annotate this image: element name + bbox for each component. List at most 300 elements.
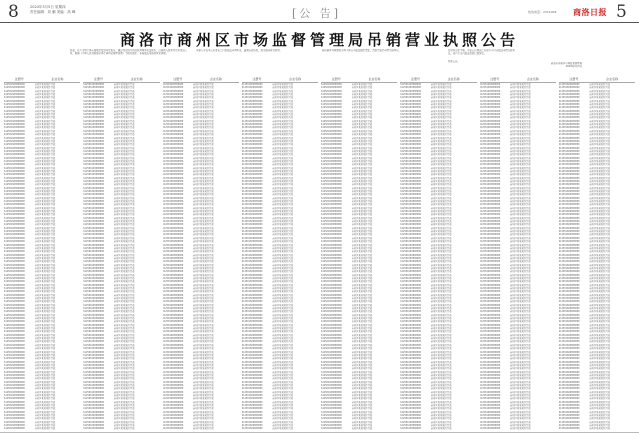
row-code: 612501600000000 [400,270,421,274]
row-code: 612501600000000 [479,143,501,147]
row-code: 612501600000000 [83,333,104,337]
row-code: 612501600000000 [321,253,342,257]
row-code: 612501600000000 [321,320,342,324]
row-code: 612501600000000 [4,240,25,244]
row-name: 商州区某某某经营部 [430,323,452,327]
row-name: 商州区某某某经营部 [34,153,56,157]
row-code: 612501600000000 [241,93,263,97]
row-code: 612501600000000 [162,173,184,177]
row-name: 商州区某某某经营部 [113,176,135,180]
row-code: 612501600000000 [4,360,25,364]
row-code: 612501600000000 [400,353,421,357]
row-code: 612501600000000 [241,129,263,133]
row-name: 商州区某某某经营部 [113,390,135,394]
row-name: 商州区某某某经营部 [193,404,214,407]
row-name: 商州区某某某经营部 [34,183,56,187]
row-code: 612501600000000 [83,390,104,394]
row-code: 612501600000000 [83,200,104,204]
row-name: 商州区某某某经营部 [351,103,373,107]
row-name: 商州区某某某经营部 [510,136,531,140]
row-name: 商州区某某某经营部 [351,337,373,341]
row-code: 612501600000000 [479,253,501,257]
row-name: 商州区某某某经营部 [193,290,214,294]
row-code: 612501600000000 [4,163,25,167]
row-name: 商州区某某某经营部 [430,297,452,300]
row-code: 612501600000000 [400,317,421,321]
row-name: 商州区某某某经营部 [430,270,452,274]
row-code: 612501600000000 [241,414,263,418]
row-name: 商州区某某某经营部 [430,153,452,157]
row-name: 商州区某某某经营部 [351,276,373,280]
row-name: 商州区某某某经营部 [272,129,293,133]
row-name: 商州区某某某经营部 [272,99,293,103]
row-code: 612501600000000 [558,136,580,140]
row-code: 612501600000000 [4,357,25,361]
row-name: 商州区某某某经营部 [193,236,214,240]
row-name: 商州区某某某经营部 [351,397,373,401]
row-code: 612501600000000 [479,360,501,364]
row-name: 商州区某某某经营部 [113,290,135,294]
row-code: 612501600000000 [558,86,580,90]
row-code: 612501600000000 [162,420,184,424]
row-name: 商州区某某某经营部 [34,380,56,384]
row-name: 商州区某某某经营部 [113,400,135,404]
row-name: 商州区某某某经营部 [113,139,135,143]
row-name: 商州区某某某经营部 [589,129,610,133]
row-code: 612501600000000 [558,397,580,401]
row-code: 612501600000000 [162,370,184,374]
row-code: 612501600000000 [558,270,580,274]
row-name: 商州区某某某经营部 [351,139,373,143]
row-code: 612501600000000 [558,133,580,137]
row-code: 612501600000000 [83,216,104,220]
row-code: 612501600000000 [479,320,501,324]
row-code: 612501600000000 [321,166,342,170]
row-code: 612501600000000 [4,133,25,137]
table-column [400,76,476,430]
row-name: 商州区某某某经营部 [272,139,293,143]
row-code: 612501600000000 [400,106,421,110]
row-name: 商州区某某某经营部 [34,253,56,257]
row-name: 商州区某某某经营部 [272,414,293,418]
row-code: 612501600000000 [400,360,421,364]
row-name: 商州区某某某经营部 [510,226,531,230]
row-name: 商州区某某某经营部 [113,263,135,267]
row-name: 商州区某某某经营部 [113,363,135,367]
row-code: 612501600000000 [241,103,263,107]
row-code: 612501600000000 [558,186,580,190]
row-code: 612501600000000 [241,146,263,150]
row-code: 612501600000000 [241,123,263,127]
row-code: 612501600000000 [479,393,501,397]
row-code: 612501600000000 [4,113,25,117]
row-name: 商州区某某某经营部 [430,263,452,267]
row-name: 商州区某某某经营部 [589,427,610,430]
row-name: 商州区某某某经营部 [113,303,135,307]
row-code: 612501600000000 [558,313,580,317]
row-code: 612501600000000 [558,183,580,187]
row-code: 612501600000000 [83,113,104,117]
row-name: 商州区某某某经营部 [113,103,135,107]
row-name: 商州区某某某经营部 [193,193,214,197]
row-code: 612501600000000 [400,313,421,317]
row-code: 612501600000000 [83,300,104,304]
row-name: 商州区某某某经营部 [589,89,610,93]
row-name: 商州区某某某经营部 [510,420,531,424]
row-code: 612501600000000 [321,196,342,200]
row-name: 商州区某某某经营部 [193,179,214,183]
row-code: 612501600000000 [400,143,421,147]
row-code: 612501600000000 [162,276,184,280]
row-code: 612501600000000 [241,417,263,421]
row-code: 612501600000000 [241,250,263,254]
row-code: 612501600000000 [321,183,342,187]
row-name: 商州区某某某经营部 [34,310,56,314]
row-code: 612501600000000 [558,427,580,430]
row-name: 商州区某某某经营部 [272,179,293,183]
row-code: 612501600000000 [479,206,501,210]
row-code: 612501600000000 [241,410,263,414]
row-name: 商州区某某某经营部 [34,96,56,100]
row-code: 612501600000000 [4,250,25,254]
row-code: 612501600000000 [400,350,421,354]
row-code: 612501600000000 [241,206,263,210]
row-name: 商州区某某某经营部 [113,420,135,424]
newspaper-logo: 商洛日报 [573,7,607,17]
row-name: 商州区某某某经营部 [34,139,56,143]
row-code: 612501600000000 [558,350,580,354]
row-name: 商州区某某某经营部 [272,190,293,193]
row-code: 612501600000000 [4,414,25,418]
row-name: 商州区某某某经营部 [34,383,56,387]
row-code: 612501600000000 [162,263,184,267]
row-name: 商州区某某某经营部 [113,340,135,344]
row-code: 612501600000000 [4,290,25,294]
row-code: 612501600000000 [479,357,501,361]
row-name: 商州区某某某经营部 [272,427,293,430]
row-code: 612501600000000 [479,196,501,200]
row-name: 商州区某某某经营部 [430,397,452,401]
row-code: 612501600000000 [400,347,421,351]
row-name: 商州区某某某经营部 [430,317,452,321]
row-name: 商州区某某某经营部 [430,410,452,414]
row-code: 612501600000000 [241,377,263,381]
row-code: 612501600000000 [558,337,580,341]
row-code: 612501600000000 [83,226,104,230]
row-code: 612501600000000 [4,153,25,157]
row-name: 商州区某某某经营部 [510,266,531,270]
row-code: 612501600000000 [4,380,25,384]
row-code: 612501600000000 [162,176,184,180]
row-code: 612501600000000 [400,240,421,244]
row-code: 612501600000000 [321,390,342,394]
row-name: 商州区某某某经营部 [272,186,293,190]
row-code: 612501600000000 [558,196,580,200]
row-code: 612501600000000 [400,330,421,334]
row-name: 商州区某某某经营部 [34,420,56,424]
row-code: 612501600000000 [400,123,421,127]
row-name: 商州区某某某经营部 [510,424,531,428]
row-name: 商州区某某某经营部 [272,404,293,407]
row-name: 商州区某某某经营部 [272,347,293,351]
row-code: 612501600000000 [83,307,104,311]
table-column [83,76,159,430]
row-name: 商州区某某某经营部 [589,363,610,367]
row-code: 612501600000000 [321,313,342,317]
row-name: 商州区某某某经营部 [34,250,56,254]
row-name: 商州区某某某经营部 [430,343,452,347]
row-code: 612501600000000 [162,273,184,277]
row-code: 612501600000000 [241,183,263,187]
row-code: 612501600000000 [162,330,184,334]
row-code: 612501600000000 [162,414,184,418]
row-code: 612501600000000 [83,317,104,321]
row-code: 612501600000000 [400,113,421,117]
row-code: 612501600000000 [4,297,25,300]
row-code: 612501600000000 [400,226,421,230]
row-code: 612501600000000 [162,307,184,311]
row-code: 612501600000000 [83,383,104,387]
row-name: 商州区某某某经营部 [510,307,531,311]
row-code: 612501600000000 [162,404,184,407]
row-name: 商州区某某某经营部 [589,357,610,361]
row-name: 商州区某某某经营部 [589,139,610,143]
row-code: 612501600000000 [162,113,184,117]
row-name: 商州区某某某经营部 [430,333,452,337]
row-name: 商州区某某某经营部 [272,327,293,331]
row-code: 612501600000000 [162,159,184,163]
row-code: 612501600000000 [162,286,184,290]
row-code: 612501600000000 [479,153,501,157]
row-code: 612501600000000 [321,340,342,344]
row-code: 612501600000000 [321,424,342,428]
row-name: 商州区某某某经营部 [430,250,452,254]
row-code: 612501600000000 [4,373,25,377]
row-code: 612501600000000 [162,373,184,377]
row-name: 商州区某某某经营部 [510,250,531,254]
row-code: 612501600000000 [400,99,421,103]
row-name: 商州区某某某经营部 [34,146,56,150]
row-code: 612501600000000 [558,236,580,240]
row-name: 商州区某某某经营部 [351,236,373,240]
row-name: 商州区某某某经营部 [589,203,610,207]
row-name: 商州区某某某经营部 [34,323,56,327]
row-name: 商州区某某某经营部 [430,280,452,284]
row-code: 612501600000000 [479,350,501,354]
row-code: 612501600000000 [83,206,104,210]
row-name: 商州区某某某经营部 [34,360,56,364]
row-name: 商州区某某某经营部 [34,246,56,250]
row-code: 612501600000000 [400,223,421,227]
row-code: 612501600000000 [162,377,184,381]
page-number-left: 8 [8,2,19,22]
row-name: 商州区某某某经营部 [193,417,214,421]
row-code: 612501600000000 [83,250,104,254]
row-name: 商州区某某某经营部 [272,360,293,364]
row-code: 612501600000000 [400,310,421,314]
row-code: 612501600000000 [241,290,263,294]
row-code: 612501600000000 [83,116,104,120]
row-name: 商州区某某某经营部 [510,414,531,418]
row-name: 商州区某某某经营部 [510,360,531,364]
row-name: 商州区某某某经营部 [510,347,531,351]
row-name: 商州区某某某经营部 [430,86,452,90]
row-code: 612501600000000 [479,404,501,407]
row-code: 612501600000000 [83,370,104,374]
row-name: 商州区某某某经营部 [510,243,531,247]
row-name: 商州区某某某经营部 [510,169,531,173]
row-name: 商州区某某某经营部 [430,424,452,428]
row-code: 612501600000000 [162,383,184,387]
signature-date: 2024年3月5日 [565,65,582,69]
row-name: 商州区某某某经营部 [351,420,373,424]
row-name: 商州区某某某经营部 [589,310,610,314]
row-code: 612501600000000 [479,230,501,234]
row-code: 612501600000000 [558,129,580,133]
row-name: 商州区某某某经营部 [589,317,610,321]
row-code: 612501600000000 [162,300,184,304]
row-name: 商州区某某某经营部 [193,273,214,277]
row-name: 商州区某某某经营部 [430,313,452,317]
row-name: 商州区某某某经营部 [34,367,56,371]
row-code: 612501600000000 [162,253,184,257]
row-name: 商州区某某某经营部 [430,176,452,180]
row-name: 商州区某某某经营部 [272,377,293,381]
row-code: 612501600000000 [479,347,501,351]
row-code: 612501600000000 [400,397,421,401]
row-name: 商州区某某某经营部 [351,86,373,90]
row-code: 612501600000000 [321,377,342,381]
row-code: 612501600000000 [241,383,263,387]
row-name: 商州区某某某经营部 [272,383,293,387]
row-name: 商州区某某某经营部 [272,300,293,304]
row-code: 612501600000000 [162,179,184,183]
row-code: 612501600000000 [400,246,421,250]
row-name: 商州区某某某经营部 [193,246,214,250]
row-code: 612501600000000 [162,387,184,391]
row-name: 商州区某某某经营部 [351,119,373,123]
row-name: 商州区某某某经营部 [351,270,373,274]
row-code: 612501600000000 [479,280,501,284]
row-name: 商州区某某某经营部 [272,193,293,197]
row-name: 商州区某某某经营部 [34,103,56,107]
intro-block: 如对本决定不服，可在公告期满之日起六十日内依法申请行政复议，或六个月内依法提起行政诉讼。 [448,49,515,55]
row-name: 商州区某某某经营部 [351,367,373,371]
row-name: 商州区某某某经营部 [113,370,135,374]
row-name: 商州区某某某经营部 [113,250,135,254]
row-code: 612501600000000 [321,169,342,173]
row-name: 商州区某某某经营部 [510,303,531,307]
row-name: 商州区某某某经营部 [272,337,293,341]
row-code: 612501600000000 [162,297,184,300]
row-code: 612501600000000 [479,109,501,113]
row-name: 商州区某某某经营部 [589,280,610,284]
row-code: 612501600000000 [321,414,342,418]
row-name: 商州区某某某经营部 [193,317,214,321]
row-code: 612501600000000 [321,370,342,374]
row-code: 612501600000000 [241,360,263,364]
row-name: 商州区某某某经营部 [34,400,56,404]
row-name: 商州区某某某经营部 [34,397,56,401]
row-name: 商州区某某某经营部 [113,179,135,183]
row-code: 612501600000000 [83,293,104,297]
row-name: 商州区某某某经营部 [113,93,135,97]
row-code: 612501600000000 [4,293,25,297]
row-name: 商州区某某某经营部 [34,266,56,270]
row-name: 商州区某某某经营部 [34,169,56,173]
row-name: 商州区某某某经营部 [589,83,610,86]
row-code: 612501600000000 [558,323,580,327]
row-code: 612501600000000 [558,373,580,377]
row-code: 612501600000000 [83,169,104,173]
row-name: 商州区某某某经营部 [351,96,373,100]
row-name: 商州区某某某经营部 [589,210,610,214]
row-code: 612501600000000 [162,99,184,103]
row-code: 612501600000000 [479,297,501,300]
row-code: 612501600000000 [162,417,184,421]
row-code: 612501600000000 [241,253,263,257]
row-name: 商州区某某某经营部 [34,424,56,428]
row-name: 商州区某某某经营部 [351,327,373,331]
row-name: 商州区某某某经营部 [193,146,214,150]
row-code: 612501600000000 [400,136,421,140]
row-name: 商州区某某某经营部 [351,126,373,130]
row-name: 商州区某某某经营部 [589,414,610,418]
row-name: 商州区某某某经营部 [510,83,531,86]
row-code: 612501600000000 [4,96,25,100]
row-code: 612501600000000 [241,220,263,224]
row-name: 商州区某某某经营部 [430,383,452,387]
row-code: 612501600000000 [558,310,580,314]
row-code: 612501600000000 [83,363,104,367]
row-code: 612501600000000 [321,327,342,331]
row-name: 商州区某某某经营部 [34,136,56,140]
row-name: 商州区某某某经营部 [34,200,56,204]
row-name: 商州区某某某经营部 [589,337,610,341]
row-code: 612501600000000 [241,179,263,183]
row-code: 612501600000000 [162,89,184,93]
row-name: 商州区某某某经营部 [272,407,293,411]
row-name: 商州区某某某经营部 [351,206,373,210]
row-code: 612501600000000 [558,424,580,428]
row-code: 612501600000000 [83,320,104,324]
row-code: 612501600000000 [321,367,342,371]
column-header [480,76,556,83]
row-code: 612501600000000 [4,266,25,270]
row-name: 商州区某某某经营部 [589,424,610,428]
row-code: 612501600000000 [400,196,421,200]
row-name: 商州区某某某经营部 [272,183,293,187]
row-code: 612501600000000 [83,337,104,341]
row-code: 612501600000000 [241,96,263,100]
row-name: 商州区某某某经营部 [589,223,610,227]
row-name: 商州区某某某经营部 [272,270,293,274]
row-name: 商州区某某某经营部 [351,203,373,207]
row-code: 612501600000000 [479,313,501,317]
row-code: 612501600000000 [479,276,501,280]
row-code: 612501600000000 [558,226,580,230]
row-code: 612501600000000 [4,213,25,217]
row-name: 商州区某某某经营部 [510,190,531,193]
row-code: 612501600000000 [558,190,580,193]
row-name: 商州区某某某经营部 [34,427,56,430]
row-code: 612501600000000 [558,390,580,394]
row-code: 612501600000000 [479,414,501,418]
row-name: 商州区某某某经营部 [272,133,293,137]
row-name: 商州区某某某经营部 [34,410,56,414]
row-code: 612501600000000 [83,223,104,227]
row-name: 商州区某某某经营部 [430,253,452,257]
